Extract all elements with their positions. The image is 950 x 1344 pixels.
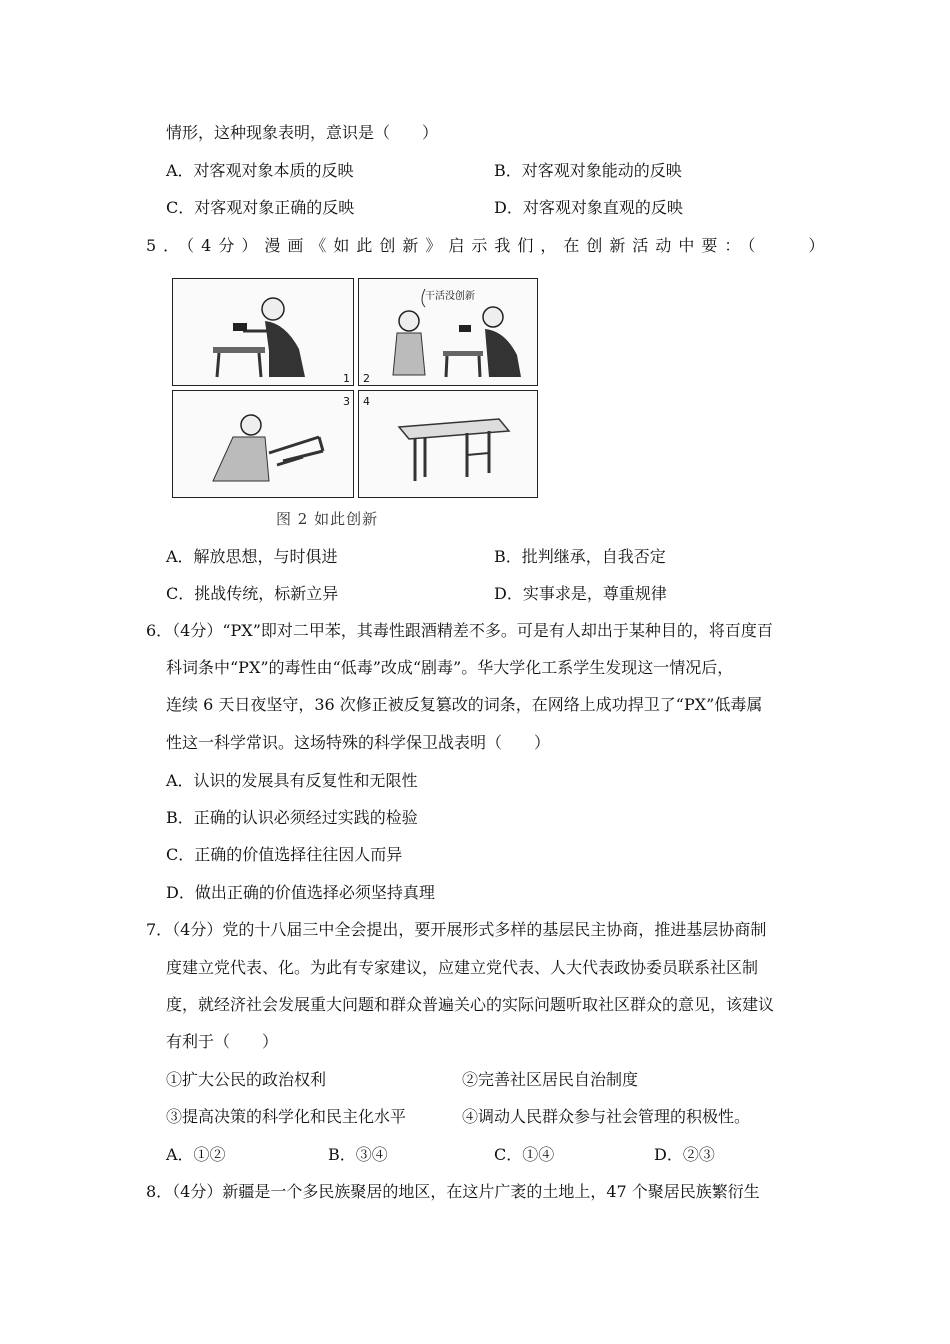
apprentice-flipping-bench-drawing	[173, 391, 353, 497]
q4-stem-end: 情形，这种现象表明，意识是（ ）	[166, 123, 439, 142]
carpenter-nailing-drawing	[173, 279, 353, 385]
q7-option-c: C．①④	[494, 1145, 555, 1164]
q7-line-2: 度建立党代表、化。为此有专家建议，应建立党代表、人大代表政协委员联系社区制	[166, 958, 759, 977]
cartoon-figure	[170, 276, 540, 502]
q5-option-b: B．批判继承，自我否定	[494, 547, 666, 566]
q7-option-d: D．②③	[654, 1145, 715, 1164]
panel-number-4: 4	[363, 395, 370, 408]
q7-option-a: A．①②	[166, 1145, 226, 1164]
q6-option-a: A．认识的发展具有反复性和无限性	[166, 771, 418, 790]
cartoon-panel-2	[358, 278, 538, 386]
q4-option-c: C．对客观对象正确的反映	[166, 198, 355, 217]
q6-option-c: C．正确的价值选择往往因人而异	[166, 845, 403, 864]
q5-stem: 5．（4分）漫画《如此创新》启示我们，在创新活动中要：（ ）	[146, 236, 832, 255]
q4-option-d: D．对客观对象直观的反映	[494, 198, 683, 217]
panel-number-1: 1	[343, 372, 350, 385]
cartoon-panel-3	[172, 390, 354, 498]
q7-item-2: ②完善社区居民自治制度	[462, 1070, 639, 1089]
q5-option-c: C．挑战传统，标新立异	[166, 584, 339, 603]
q7-line-3: 度，就经济社会发展重大问题和群众普遍关心的实际问题听取社区群众的意见，该建议	[166, 995, 775, 1014]
q6-line-2: 科词条中“PX”的毒性由“低毒”改成“剧毒”。华大学化工系学生发现这一情况后，	[166, 658, 734, 677]
q7-item-3: ③提高决策的科学化和民主化水平	[166, 1107, 407, 1126]
q6-line-1: 6．（4分）“PX”即对二甲苯，其毒性跟酒精差不多。可是有人却出于某种目的，将百度百	[146, 621, 773, 640]
q6-option-d: D．做出正确的价值选择必须坚持真理	[166, 883, 435, 902]
q6-line-3: 连续 6 天日夜坚守，36 次修正被反复篡改的词条，在网络上成功捍卫了“PX”低毒属	[166, 695, 763, 714]
panel-number-2: 2	[363, 372, 370, 385]
q4-option-b: B．对客观对象能动的反映	[494, 161, 682, 180]
cartoon-panel-1	[172, 278, 354, 386]
q4-option-a: A．对客观对象本质的反映	[166, 161, 354, 180]
q7-option-b: B．③④	[328, 1145, 388, 1164]
q5-option-d: D．实事求是，尊重规律	[494, 584, 667, 603]
speech-bubble-text: 干活没创新	[425, 291, 475, 302]
q5-option-a: A．解放思想，与时俱进	[166, 547, 338, 566]
q6-line-4: 性这一科学常识。这场特殊的科学保卫战表明（ ）	[166, 733, 551, 752]
cartoon-panel-4	[358, 390, 538, 498]
q6-option-b: B．正确的认识必须经过实践的检验	[166, 808, 418, 827]
panel-number-3: 3	[343, 395, 350, 408]
q7-item-1: ①扩大公民的政治权利	[166, 1070, 327, 1089]
finished-bench-drawing	[359, 391, 537, 497]
q7-line-1: 7．（4分）党的十八届三中全会提出，要开展形式多样的基层民主协商，推进基层协商制	[146, 920, 767, 939]
q8-line-1: 8．（4分）新疆是一个多民族聚居的地区，在这片广袤的土地上，47 个聚居民族繁衍生	[146, 1182, 760, 1201]
figure-caption: 图 2 如此创新	[276, 510, 379, 528]
q7-line-4: 有利于（ ）	[166, 1032, 279, 1051]
q7-item-4: ④调动人民群众参与社会管理的积极性。	[462, 1107, 751, 1126]
